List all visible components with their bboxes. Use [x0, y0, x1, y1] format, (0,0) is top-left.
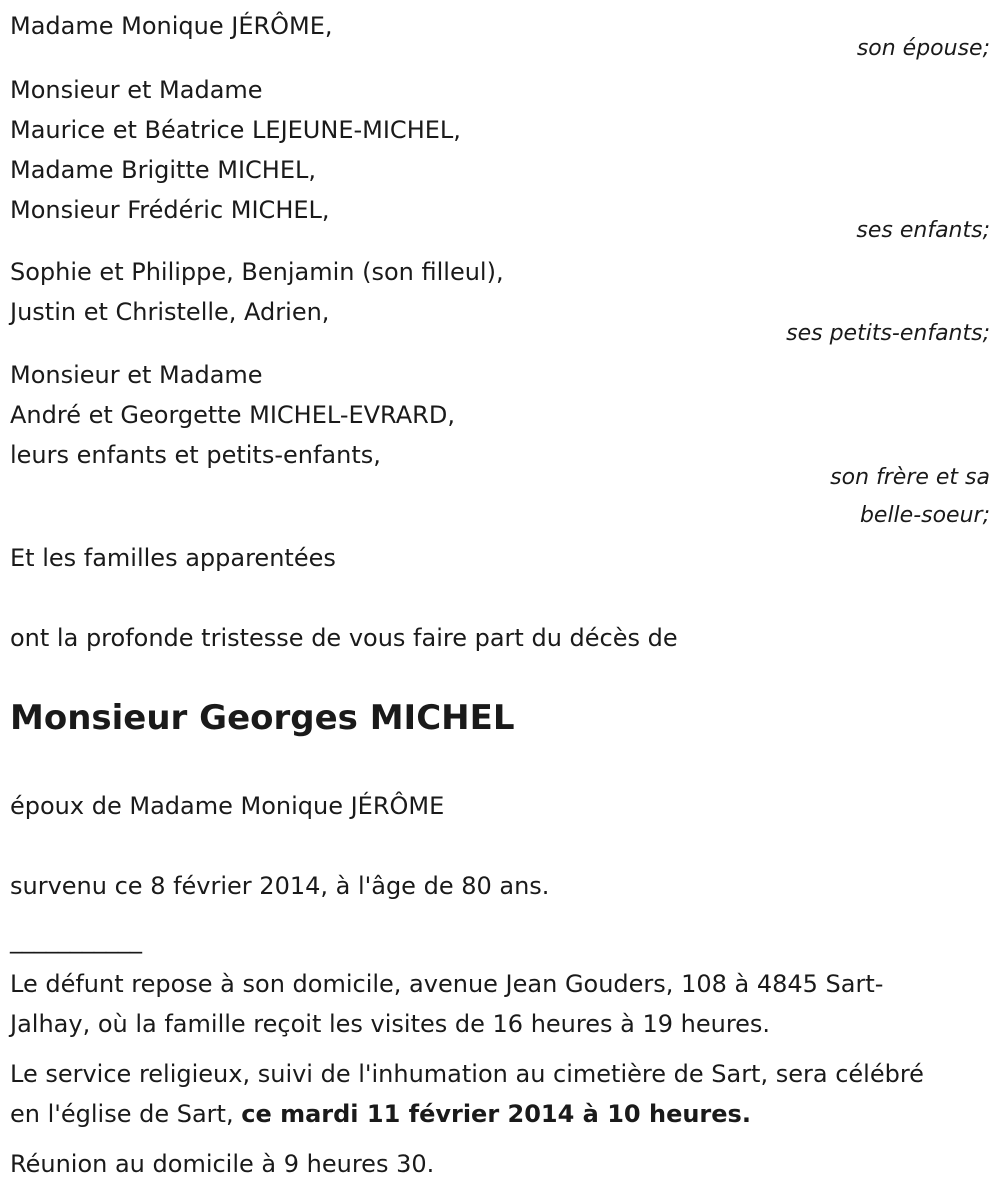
deceased-spouse-of: époux de Madame Monique JÉRÔME	[10, 792, 445, 820]
grandchildren-group	[10, 252, 504, 332]
rest-paragraph: Le défunt repose à son domicile, avenue Jean Gouders, 108 à 4845 Sart-Jalhay, où la famille reçoit les visites de 16 heures à 19 heures.	[10, 970, 884, 1038]
service-paragraph	[10, 1054, 930, 1134]
children-group	[10, 70, 461, 230]
siblings-role-line: belle-soeur;	[859, 503, 990, 528]
section-divider: ___________	[10, 926, 142, 954]
siblings-role	[830, 459, 990, 535]
grandchildren-line: Justin et Christelle, Adrien,	[10, 298, 330, 326]
siblings-line: leurs enfants et petits-enfants,	[10, 441, 381, 469]
children-role: ses enfants;	[856, 218, 990, 243]
service-intro: Le service religieux, suivi de l'inhumation au cimetière de Sart, sera célébré en l'église de Sart,	[10, 1060, 924, 1128]
grandchildren-role: ses petits-enfants;	[786, 321, 990, 346]
children-line: Monsieur Frédéric MICHEL,	[10, 196, 330, 224]
grandchildren-line: Sophie et Philippe, Benjamin (son filleul),	[10, 258, 504, 286]
children-line: Monsieur et Madame	[10, 76, 263, 104]
announcement-text: ont la profonde tristesse de vous faire part du décès de	[10, 624, 678, 652]
siblings-line: Monsieur et Madame	[10, 361, 263, 389]
spouse-line: Madame Monique JÉRÔME,	[10, 12, 333, 40]
children-line: Madame Brigitte MICHEL,	[10, 156, 316, 184]
deceased-death-info: survenu ce 8 février 2014, à l'âge de 80 ans.	[10, 872, 550, 900]
reunion-paragraph: Réunion au domicile à 9 heures 30.	[10, 1150, 435, 1178]
deceased-name: Monsieur Georges MICHEL	[10, 698, 515, 738]
children-line: Maurice et Béatrice LEJEUNE-MICHEL,	[10, 116, 461, 144]
service-date: ce mardi 11 février 2014 à 10 heures.	[241, 1100, 751, 1128]
other-families: Et les familles apparentées	[10, 544, 336, 572]
siblings-group	[10, 355, 455, 475]
siblings-line: André et Georgette MICHEL-EVRARD,	[10, 401, 455, 429]
siblings-role-line: son frère et sa	[830, 465, 990, 490]
spouse-role: son épouse;	[856, 36, 990, 61]
spouse-group	[10, 6, 990, 46]
